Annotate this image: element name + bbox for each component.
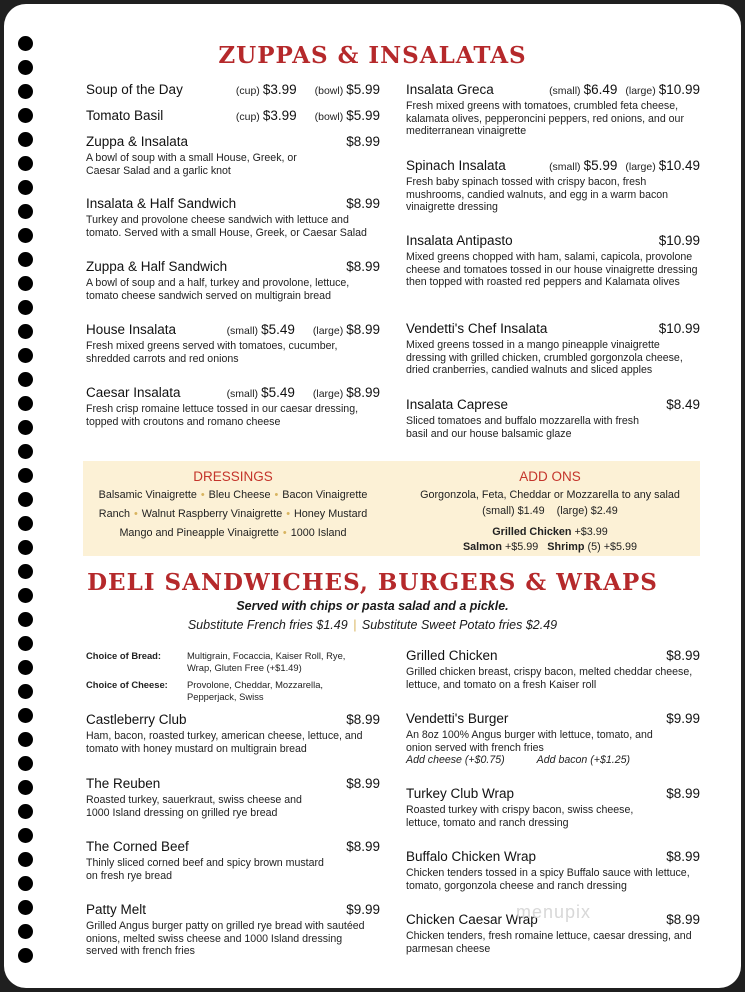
item-price: $8.99 bbox=[346, 776, 380, 791]
choice-of-cheese bbox=[86, 679, 376, 705]
item-size: (small) bbox=[226, 325, 259, 337]
item-price: $9.99 bbox=[346, 902, 380, 917]
item-description: Roasted turkey, sauerkraut, swiss cheese and 1000 Island dressing on grilled rye bread bbox=[86, 794, 302, 819]
menu-page bbox=[4, 4, 741, 988]
menu-item-vendettis-burger bbox=[406, 711, 700, 766]
binding-ring bbox=[18, 852, 33, 867]
binding-ring bbox=[18, 324, 33, 339]
item-description: Fresh mixed greens with tomatoes, crumbled feta cheese, kalamata olives, pepperoncini peppers, red onions, and our mediterranean vinaigrette bbox=[406, 100, 684, 138]
item-size: (cup) bbox=[235, 85, 260, 97]
item-name: The Corned Beef bbox=[86, 839, 189, 854]
menu-item-zuppa-insalata bbox=[86, 134, 380, 177]
menu-item-buffalo-chicken-wrap bbox=[406, 849, 700, 892]
item-name: Castleberry Club bbox=[86, 712, 187, 727]
menu-item-patty-melt bbox=[86, 902, 380, 958]
item-name: The Reuben bbox=[86, 776, 161, 791]
item-name: Grilled Chicken bbox=[406, 648, 498, 663]
item-addons bbox=[406, 754, 700, 766]
binding-ring bbox=[18, 876, 33, 891]
separator: | bbox=[353, 618, 357, 632]
binding-ring bbox=[18, 156, 33, 171]
item-name: Vendetti's Chef Insalata bbox=[406, 321, 548, 336]
item-price: $10.99 bbox=[658, 82, 700, 97]
binding-ring bbox=[18, 828, 33, 843]
dressings-line: Balsamic Vinaigrette • Bleu Cheese • Bacon Vinaigrette bbox=[98, 489, 368, 501]
item-size: (large) bbox=[312, 325, 344, 337]
item-description: Fresh crisp romaine lettuce tossed in our caesar dressing, topped with croutons and romano cheese bbox=[86, 403, 359, 428]
binding-ring bbox=[18, 708, 33, 723]
binding-ring bbox=[18, 900, 33, 915]
menu-item-spinach-insalata bbox=[406, 158, 700, 214]
dressing-option: Bacon Vinaigrette bbox=[282, 489, 368, 501]
item-description: Fresh baby spinach tossed with crispy bacon, fresh mushrooms, candied walnuts, and egg in a warm bacon vinaigrette dressing bbox=[406, 176, 669, 214]
addon-size: (large) bbox=[556, 505, 588, 517]
addon-name: Shrimp bbox=[547, 541, 585, 553]
item-name: Buffalo Chicken Wrap bbox=[406, 849, 537, 864]
addon-size: (small) bbox=[482, 505, 515, 517]
substitute-fries: Substitute French fries $1.49 bbox=[187, 618, 348, 632]
addon-price: $1.49 bbox=[517, 505, 545, 517]
menu-item-insalata-caprese bbox=[406, 397, 700, 440]
item-size: (cup) bbox=[235, 111, 260, 123]
item-price: $8.49 bbox=[666, 397, 700, 412]
item-price: $6.49 bbox=[583, 82, 618, 97]
addons-heading: ADD ONS bbox=[519, 469, 581, 484]
choice-label: Choice of Cheese: bbox=[86, 679, 168, 690]
dressings-line: Mango and Pineapple Vinaigrette • 1000 Island bbox=[119, 527, 347, 539]
item-name: Soup of the Day bbox=[86, 82, 183, 97]
dressing-option: Ranch bbox=[98, 508, 130, 520]
item-description: Fresh mixed greens served with tomatoes, cucumber, shredded carrots and red onions bbox=[86, 340, 338, 365]
item-price: $5.99 bbox=[346, 82, 380, 97]
binding-ring bbox=[18, 492, 33, 507]
binding-ring bbox=[18, 804, 33, 819]
binding-ring bbox=[18, 684, 33, 699]
spiral-binding bbox=[18, 4, 38, 988]
dressing-option: Walnut Raspberry Vinaigrette bbox=[141, 508, 283, 520]
item-name: Vendetti's Burger bbox=[406, 711, 509, 726]
binding-ring bbox=[18, 396, 33, 411]
addon-price: +$5.99 bbox=[504, 541, 539, 553]
binding-ring bbox=[18, 444, 33, 459]
item-name: Caesar Insalata bbox=[86, 385, 181, 400]
item-name: Insalata Greca bbox=[406, 82, 494, 97]
item-size: (large) bbox=[625, 161, 656, 173]
choice-value: Multigrain, Focaccia, Kaiser Roll, Rye, Wrap, Gluten Free (+$1.49) bbox=[187, 650, 346, 673]
item-description: Chicken tenders, fresh romaine lettuce, caesar dressing, and parmesan cheese bbox=[406, 930, 692, 955]
item-name: Tomato Basil bbox=[86, 108, 164, 123]
binding-ring bbox=[18, 636, 33, 651]
menu-item-insalata-greca bbox=[406, 82, 700, 138]
addon-name: Grilled Chicken bbox=[492, 526, 572, 538]
dressings-heading: DRESSINGS bbox=[193, 469, 273, 484]
item-description: Chicken tenders tossed in a spicy Buffalo sauce with lettuce, tomato, gorgonzola cheese and ranch dressing bbox=[406, 867, 690, 892]
item-description: Sliced tomatoes and buffalo mozzarella with fresh basil and our house balsamic glaze bbox=[406, 415, 639, 440]
binding-ring bbox=[18, 732, 33, 747]
binding-ring bbox=[18, 468, 33, 483]
binding-ring bbox=[18, 300, 33, 315]
item-price: $10.49 bbox=[658, 158, 700, 173]
binding-ring bbox=[18, 924, 33, 939]
addon-price: $2.49 bbox=[590, 505, 618, 517]
menu-item-zuppa-half-sandwich bbox=[86, 259, 380, 302]
addons-protein-line bbox=[400, 541, 700, 553]
item-description: Thinly sliced corned beef and spicy brown mustard on fresh rye bread bbox=[86, 857, 324, 882]
addon-price: +$5.99 bbox=[603, 541, 638, 553]
menu-item-the-corned-beef bbox=[86, 839, 380, 882]
menu-item-house-insalata bbox=[86, 322, 380, 365]
item-price: $8.99 bbox=[346, 712, 380, 727]
deli-substitutions bbox=[4, 618, 741, 632]
dressing-option: 1000 Island bbox=[290, 527, 347, 539]
item-description: An 8oz 100% Angus burger with lettuce, tomato, and onion served with french fries bbox=[406, 729, 653, 754]
item-price: $8.99 bbox=[346, 134, 380, 149]
deli-served-with: Served with chips or pasta salad and a pickle. bbox=[236, 599, 509, 613]
addons-protein-line bbox=[400, 526, 700, 538]
item-price: $8.99 bbox=[346, 259, 380, 274]
item-description: Mixed greens tossed in a mango pineapple vinaigrette dressing with grilled chicken, crumbled gorgonzola cheese, dried cranberries, candied walnuts and sliced apples bbox=[406, 339, 683, 377]
item-size: (large) bbox=[625, 85, 656, 97]
menu-item-castleberry-club bbox=[86, 712, 380, 755]
addons-cheese-prices bbox=[400, 505, 700, 517]
addons-cheese-line: Gorgonzola, Feta, Cheddar or Mozzarella to any salad bbox=[420, 489, 680, 501]
menu-item-insalata-half-sandwich bbox=[86, 196, 380, 239]
item-price: $8.99 bbox=[666, 786, 700, 801]
binding-ring bbox=[18, 780, 33, 795]
item-name: Insalata Antipasto bbox=[406, 233, 513, 248]
add-cheese: Add cheese (+$0.75) bbox=[406, 754, 505, 767]
zuppas-section-title: ZUPPAS & INSALATAS bbox=[218, 42, 527, 69]
dressing-option: Balsamic Vinaigrette bbox=[98, 489, 197, 501]
item-price: $5.49 bbox=[261, 385, 295, 400]
item-size: (small) bbox=[549, 85, 581, 97]
item-size: (large) bbox=[312, 388, 344, 400]
binding-ring bbox=[18, 204, 33, 219]
item-price: $5.99 bbox=[346, 108, 380, 123]
item-price: $10.99 bbox=[658, 233, 700, 248]
item-description: Ham, bacon, roasted turkey, american cheese, lettuce, and tomato with honey mustard on multigrain bread bbox=[86, 730, 363, 755]
item-description: Grilled Angus burger patty on grilled rye bread with sautéed onions, melted swiss cheese and 1000 Island dressing served with french fries bbox=[86, 920, 365, 958]
deli-section-title: DELI SANDWICHES, BURGERS & WRAPS bbox=[87, 569, 658, 596]
item-size: (bowl) bbox=[314, 85, 344, 97]
binding-ring bbox=[18, 420, 33, 435]
item-name: Turkey Club Wrap bbox=[406, 786, 515, 801]
item-description: Mixed greens chopped with ham, salami, capicola, provolone cheese and tomatoes tossed in our house vinaigrette dressing then topped with roasted red peppers and Kalamata olives bbox=[406, 251, 698, 289]
item-description: A bowl of soup with a small House, Greek, or Caesar Salad and a garlic knot bbox=[86, 152, 297, 177]
item-description: A bowl of soup and a half, turkey and provolone, lettuce, tomato cheese sandwich served on multigrain bread bbox=[86, 277, 350, 302]
item-price: $8.99 bbox=[346, 196, 380, 211]
addon-price: +$3.99 bbox=[574, 526, 608, 538]
item-price: $8.99 bbox=[346, 322, 380, 337]
add-bacon: Add bacon (+$1.25) bbox=[536, 754, 631, 767]
addon-qty: (5) bbox=[587, 541, 601, 553]
item-size: (bowl) bbox=[314, 111, 344, 123]
binding-ring bbox=[18, 756, 33, 771]
binding-ring bbox=[18, 276, 33, 291]
item-name: Chicken Caesar Wrap bbox=[406, 912, 538, 927]
item-price: $8.99 bbox=[666, 648, 700, 663]
item-size: (small) bbox=[226, 388, 259, 400]
menu-item-vendettis-chef-insalata bbox=[406, 321, 700, 377]
choice-value: Provolone, Cheddar, Mozzarella, Pepperjack, Swiss bbox=[187, 679, 324, 702]
binding-ring bbox=[18, 108, 33, 123]
item-price: $10.99 bbox=[658, 321, 700, 336]
menu-item-caesar-insalata bbox=[86, 385, 380, 428]
watermark: menupix bbox=[516, 902, 592, 922]
menu-item-grilled-chicken bbox=[406, 648, 700, 691]
item-name: Spinach Insalata bbox=[406, 158, 506, 173]
addon-name: Salmon bbox=[462, 541, 502, 553]
binding-ring bbox=[18, 516, 33, 531]
binding-ring bbox=[18, 228, 33, 243]
binding-ring bbox=[18, 660, 33, 675]
dressings-line: Ranch • Walnut Raspberry Vinaigrette • Honey Mustard bbox=[98, 508, 368, 520]
item-name: Zuppa & Half Sandwich bbox=[86, 259, 228, 274]
item-name: Insalata & Half Sandwich bbox=[86, 196, 237, 211]
dressing-option: Bleu Cheese bbox=[208, 489, 271, 501]
item-price: $5.49 bbox=[261, 322, 295, 337]
dressing-option: Mango and Pineapple Vinaigrette bbox=[119, 527, 279, 539]
item-price: $5.99 bbox=[583, 158, 618, 173]
menu-item-the-reuben bbox=[86, 776, 380, 819]
item-size: (small) bbox=[549, 161, 581, 173]
item-price: $8.99 bbox=[666, 912, 700, 927]
item-price: $3.99 bbox=[262, 108, 297, 123]
menu-item-turkey-club-wrap bbox=[406, 786, 700, 829]
binding-ring bbox=[18, 84, 33, 99]
item-name: Zuppa & Insalata bbox=[86, 134, 189, 149]
binding-ring bbox=[18, 372, 33, 387]
item-name: Patty Melt bbox=[86, 902, 147, 917]
binding-ring bbox=[18, 180, 33, 195]
item-price: $8.99 bbox=[666, 849, 700, 864]
dressing-option: Honey Mustard bbox=[294, 508, 368, 520]
item-price: $3.99 bbox=[262, 82, 297, 97]
item-name: House Insalata bbox=[86, 322, 177, 337]
binding-ring bbox=[18, 348, 33, 363]
menu-item-soup-of-the-day bbox=[86, 82, 380, 97]
binding-ring bbox=[18, 132, 33, 147]
substitute-sweet-potato: Substitute Sweet Potato fries $2.49 bbox=[361, 618, 558, 632]
binding-ring bbox=[18, 252, 33, 267]
item-description: Grilled chicken breast, crispy bacon, melted cheddar cheese, lettuce, and tomato on a fresh Kaiser roll bbox=[406, 666, 693, 691]
item-price: $9.99 bbox=[666, 711, 700, 726]
item-description: Roasted turkey with crispy bacon, swiss cheese, lettuce, tomato and ranch dressing bbox=[406, 804, 634, 829]
choice-of-bread bbox=[86, 650, 376, 676]
binding-ring bbox=[18, 948, 33, 963]
menu-item-tomato-basil bbox=[86, 108, 380, 123]
binding-ring bbox=[18, 540, 33, 555]
item-price: $8.99 bbox=[346, 385, 380, 400]
choice-label: Choice of Bread: bbox=[86, 650, 162, 661]
item-name: Insalata Caprese bbox=[406, 397, 509, 412]
menu-item-insalata-antipasto bbox=[406, 233, 700, 289]
dressings-addons-box bbox=[83, 461, 700, 556]
item-price: $8.99 bbox=[346, 839, 380, 854]
item-description: Turkey and provolone cheese sandwich with lettuce and tomato. Served with a small House, Greek, or Caesar Salad bbox=[86, 214, 367, 239]
